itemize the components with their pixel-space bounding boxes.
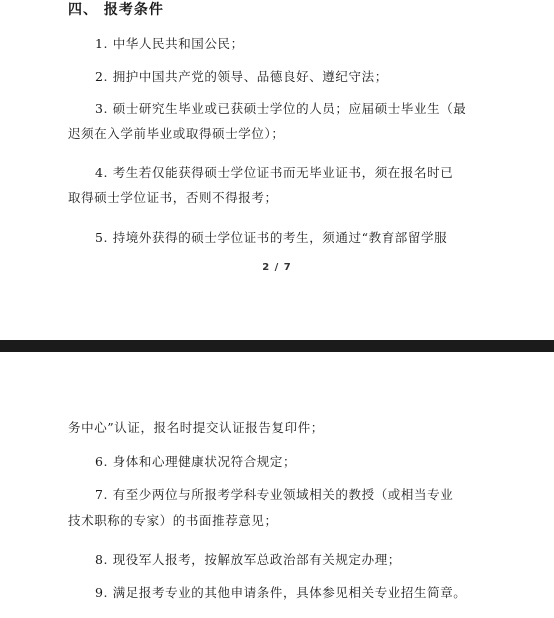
requirement-7-recommendation-line-1: 7. 有至少两位与所报考学科专业领域相关的教授（或相当专业 — [95, 487, 454, 502]
requirement-3-degree-line-1: 3. 硕士研究生毕业或已获硕士学位的人员；应届硕士毕业生（最 — [95, 101, 467, 116]
page-number: 2 / 7 — [262, 262, 292, 273]
requirement-5-overseas-line-2: 务中心”认证，报名时提交认证报告复印件； — [68, 420, 324, 435]
requirement-4-certificate-line-2: 取得硕士学位证书，否则不得报考； — [68, 190, 278, 205]
requirement-7-recommendation-line-2: 技术职称的专家）的书面推荐意见； — [68, 513, 278, 528]
document-page-3 — [0, 352, 554, 618]
requirement-6-health: 6. 身体和心理健康状况符合规定； — [95, 454, 297, 469]
requirement-1-citizenship: 1. 中华人民共和国公民； — [95, 36, 244, 51]
requirement-3-degree-line-2: 迟须在入学前毕业或取得硕士学位）； — [68, 126, 285, 141]
requirement-8-military: 8. 现役军人报考，按解放军总政治部有关规定办理； — [95, 552, 401, 567]
requirement-4-certificate-line-1: 4. 考生若仅能获得硕士学位证书而无毕业证书，须在报名时已 — [95, 165, 454, 180]
requirement-2-conduct: 2. 拥护中国共产党的领导、品德良好、遵纪守法； — [95, 69, 388, 84]
requirement-5-overseas-line-1: 5. 持境外获得的硕士学位证书的考生，须通过“教育部留学服 — [95, 230, 448, 245]
requirement-9-other-conditions: 9. 满足报考专业的其他申请条件，具体参见相关专业招生简章。 — [95, 585, 467, 600]
page-separator — [0, 340, 554, 352]
section-title-application-requirements: 四、 报考条件 — [68, 2, 164, 18]
